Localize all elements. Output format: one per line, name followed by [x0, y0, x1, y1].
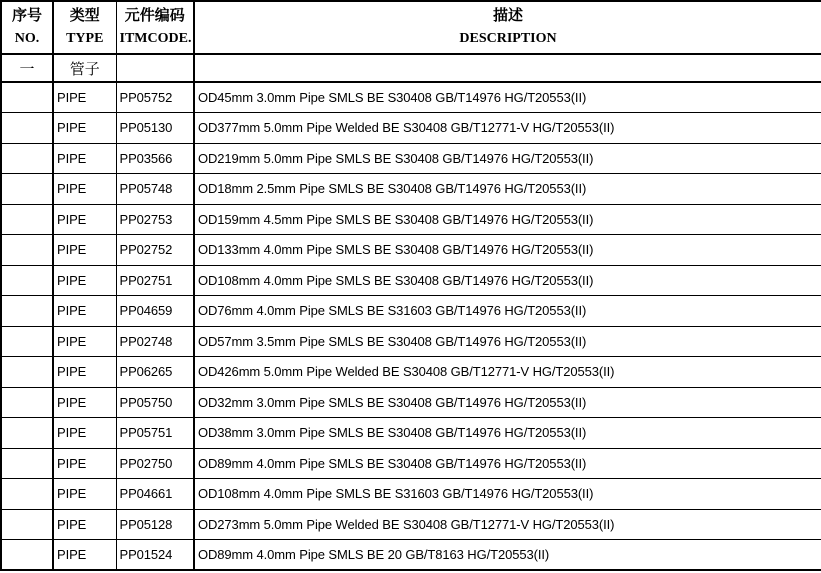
row-description-cell: OD108mm 4.0mm Pipe SMLS BE S31603 GB/T14976 HG/T20553(II)	[194, 479, 821, 510]
row-type-cell: PIPE	[53, 296, 116, 327]
section-row-pipes	[1, 54, 821, 82]
row-itmcode-cell: PP01524	[116, 540, 194, 571]
row-itmcode-cell: PP02752	[116, 235, 194, 266]
header-type-zh: 类型	[69, 8, 100, 25]
row-itmcode-cell: PP05750	[116, 387, 194, 418]
row-no-cell	[1, 357, 53, 388]
row-itmcode-cell: PP02751	[116, 265, 194, 296]
table-row	[1, 509, 821, 540]
row-no-cell	[1, 387, 53, 418]
table-header-row	[1, 1, 821, 54]
row-description-cell: OD45mm 3.0mm Pipe SMLS BE S30408 GB/T14976 HG/T20553(II)	[194, 82, 821, 113]
table-row	[1, 265, 821, 296]
header-type	[53, 1, 116, 54]
row-description-cell: OD133mm 4.0mm Pipe SMLS BE S30408 GB/T14976 HG/T20553(II)	[194, 235, 821, 266]
row-itmcode-cell: PP04661	[116, 479, 194, 510]
row-type-cell: PIPE	[53, 174, 116, 205]
section-no-cell: 一	[1, 54, 53, 82]
row-type-cell: PIPE	[53, 204, 116, 235]
row-description-cell: OD108mm 4.0mm Pipe SMLS BE S30408 GB/T14976 HG/T20553(II)	[194, 265, 821, 296]
row-no-cell	[1, 448, 53, 479]
row-no-cell	[1, 82, 53, 113]
section-description-cell	[194, 54, 821, 82]
header-description	[194, 1, 821, 54]
row-description-cell: OD377mm 5.0mm Pipe Welded BE S30408 GB/T12771-V HG/T20553(II)	[194, 113, 821, 144]
row-type-cell: PIPE	[53, 357, 116, 388]
section-type-cell: 管子	[53, 54, 116, 82]
row-type-cell: PIPE	[53, 387, 116, 418]
header-no	[1, 1, 53, 54]
row-description-cell: OD426mm 5.0mm Pipe Welded BE S30408 GB/T12771-V HG/T20553(II)	[194, 357, 821, 388]
table-row	[1, 113, 821, 144]
row-description-cell: OD273mm 5.0mm Pipe Welded BE S30408 GB/T12771-V HG/T20553(II)	[194, 509, 821, 540]
row-description-cell: OD18mm 2.5mm Pipe SMLS BE S30408 GB/T14976 HG/T20553(II)	[194, 174, 821, 205]
header-no-en: NO.	[14, 31, 40, 47]
row-no-cell	[1, 326, 53, 357]
row-type-cell: PIPE	[53, 540, 116, 571]
row-no-cell	[1, 296, 53, 327]
row-itmcode-cell: PP05751	[116, 418, 194, 449]
table-row	[1, 235, 821, 266]
table-row	[1, 540, 821, 571]
row-description-cell: OD89mm 4.0mm Pipe SMLS BE 20 GB/T8163 HG/T20553(II)	[194, 540, 821, 571]
header-itmcode-zh: 元件编码	[124, 8, 185, 25]
header-type-en: TYPE	[66, 31, 104, 47]
table-row	[1, 387, 821, 418]
row-description-cell: OD159mm 4.5mm Pipe SMLS BE S30408 GB/T14976 HG/T20553(II)	[194, 204, 821, 235]
row-no-cell	[1, 174, 53, 205]
row-no-cell	[1, 235, 53, 266]
table-row	[1, 448, 821, 479]
row-type-cell: PIPE	[53, 113, 116, 144]
row-description-cell: OD38mm 3.0mm Pipe SMLS BE S30408 GB/T14976 HG/T20553(II)	[194, 418, 821, 449]
row-itmcode-cell: PP04659	[116, 296, 194, 327]
row-type-cell: PIPE	[53, 82, 116, 113]
row-no-cell	[1, 509, 53, 540]
row-itmcode-cell: PP05128	[116, 509, 194, 540]
row-description-cell: OD76mm 4.0mm Pipe SMLS BE S31603 GB/T14976 HG/T20553(II)	[194, 296, 821, 327]
header-no-zh: 序号	[11, 8, 42, 25]
table-row	[1, 357, 821, 388]
row-type-cell: PIPE	[53, 235, 116, 266]
table-row	[1, 143, 821, 174]
row-no-cell	[1, 143, 53, 174]
row-description-cell: OD219mm 5.0mm Pipe SMLS BE S30408 GB/T14976 HG/T20553(II)	[194, 143, 821, 174]
row-itmcode-cell: PP05752	[116, 82, 194, 113]
row-type-cell: PIPE	[53, 479, 116, 510]
row-description-cell: OD57mm 3.5mm Pipe SMLS BE S30408 GB/T14976 HG/T20553(II)	[194, 326, 821, 357]
row-type-cell: PIPE	[53, 418, 116, 449]
table-row	[1, 296, 821, 327]
table-row	[1, 174, 821, 205]
row-no-cell	[1, 265, 53, 296]
row-itmcode-cell: PP03566	[116, 143, 194, 174]
row-type-cell: PIPE	[53, 143, 116, 174]
row-itmcode-cell: PP02750	[116, 448, 194, 479]
row-no-cell	[1, 540, 53, 571]
row-type-cell: PIPE	[53, 326, 116, 357]
table-row	[1, 418, 821, 449]
header-description-en: DESCRIPTION	[459, 31, 557, 47]
row-itmcode-cell: PP02748	[116, 326, 194, 357]
table-row	[1, 479, 821, 510]
section-itmcode-cell	[116, 54, 194, 82]
row-itmcode-cell: PP05748	[116, 174, 194, 205]
row-description-cell: OD32mm 3.0mm Pipe SMLS BE S30408 GB/T14976 HG/T20553(II)	[194, 387, 821, 418]
row-type-cell: PIPE	[53, 265, 116, 296]
table-row	[1, 82, 821, 113]
row-itmcode-cell: PP05130	[116, 113, 194, 144]
row-no-cell	[1, 113, 53, 144]
header-itmcode-en: ITMCODE.	[119, 31, 192, 47]
table-row	[1, 204, 821, 235]
row-type-cell: PIPE	[53, 448, 116, 479]
row-itmcode-cell: PP06265	[116, 357, 194, 388]
row-no-cell	[1, 418, 53, 449]
row-type-cell: PIPE	[53, 509, 116, 540]
header-itmcode	[116, 1, 194, 54]
header-description-zh: 描述	[492, 8, 523, 25]
table-row	[1, 326, 821, 357]
row-no-cell	[1, 479, 53, 510]
row-description-cell: OD89mm 4.0mm Pipe SMLS BE S30408 GB/T14976 HG/T20553(II)	[194, 448, 821, 479]
row-itmcode-cell: PP02753	[116, 204, 194, 235]
row-no-cell	[1, 204, 53, 235]
